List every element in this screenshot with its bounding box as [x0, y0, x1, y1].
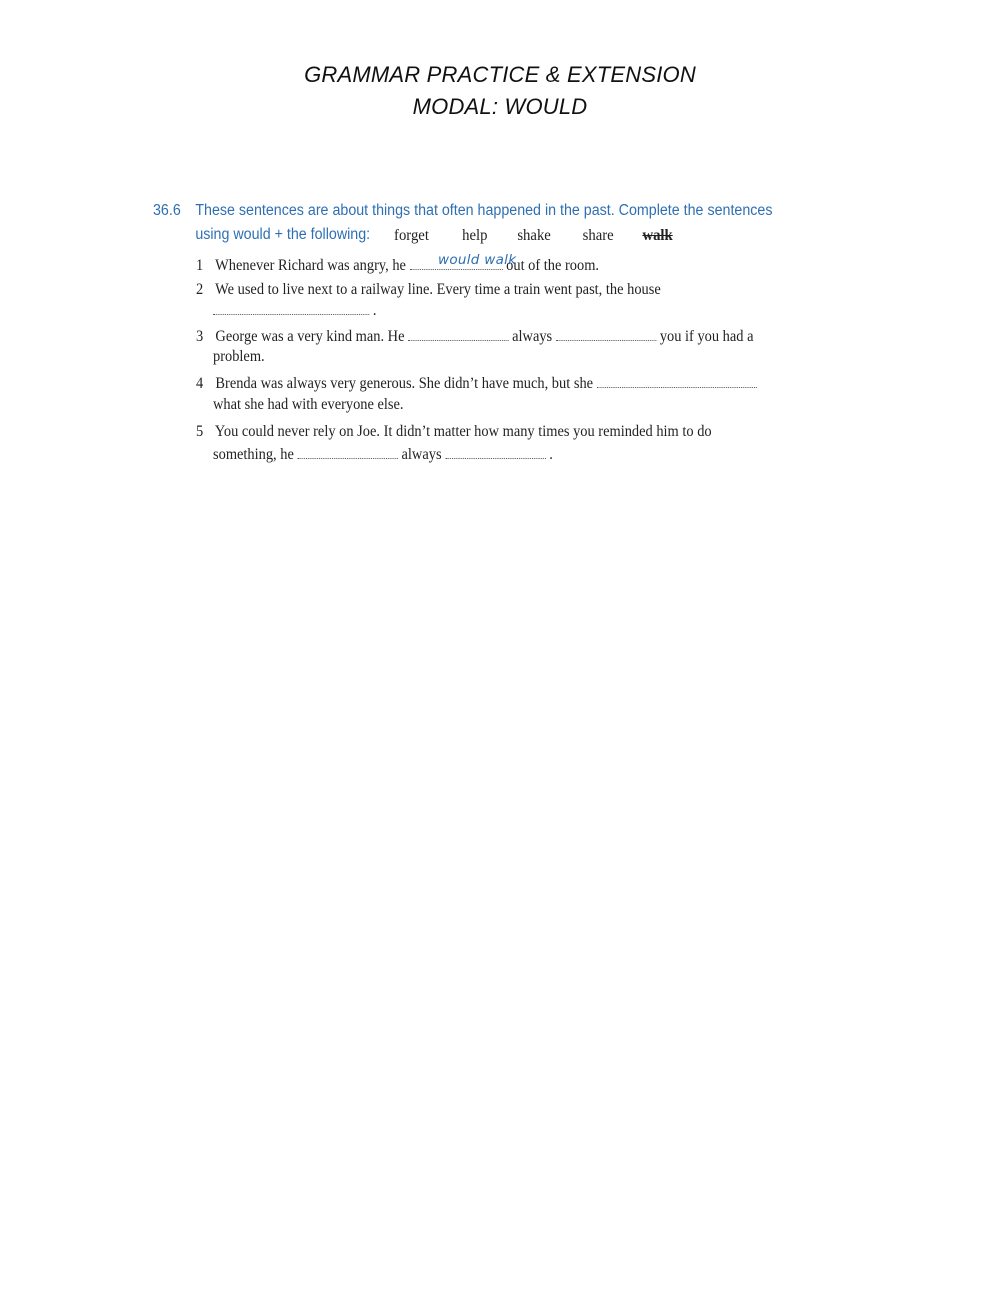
item-number: 1 [196, 257, 204, 274]
item-continuation [213, 444, 553, 464]
item-text: George was a very kind man. He [215, 328, 405, 345]
page-subtitle: MODAL: WOULD [412, 94, 588, 119]
page-title: GRAMMAR PRACTICE & EXTENSION [304, 62, 696, 87]
list-item [196, 254, 599, 277]
item-number: 4 [196, 375, 204, 392]
list-item [196, 325, 754, 348]
item-continuation: what she had with everyone else. [213, 396, 404, 413]
answer-blank[interactable] [297, 444, 397, 459]
list-item [196, 420, 712, 443]
answer-blank[interactable] [408, 326, 508, 341]
answer-blank[interactable] [213, 300, 369, 315]
item-text: always [401, 446, 442, 463]
answer-blank[interactable] [445, 444, 545, 459]
item-text: out of the room. [506, 257, 600, 274]
item-number: 2 [196, 281, 204, 298]
word-bank-shake: shake [517, 227, 551, 244]
list-item [196, 372, 757, 395]
item-number: 3 [196, 328, 204, 345]
word-bank-forget: forget [394, 227, 429, 244]
word-bank-help: help [462, 227, 488, 244]
item-text: you if you had a [659, 328, 754, 345]
item-text: something, he [213, 446, 294, 463]
item-end: . [549, 446, 553, 463]
exercise-number: 36.6 [153, 202, 181, 219]
exercise-instruction-line2: using would + the following: [195, 226, 371, 243]
answer-blank[interactable] [556, 326, 656, 341]
exercise-instruction: These sentences are about things that often happened in the past. Complete the sentences [195, 202, 773, 219]
answer-blank[interactable] [597, 373, 757, 388]
item-number: 5 [196, 423, 204, 440]
item-continuation: problem. [213, 348, 265, 365]
list-item [196, 278, 661, 301]
item-text: You could never rely on Joe. It didn’t matter how many times you reminded him to do [214, 423, 712, 440]
word-bank-share: share [582, 227, 614, 244]
item-text: always [512, 328, 553, 345]
item-end: . [372, 302, 377, 319]
item-text: Brenda was always very generous. She didn’t have much, but she [215, 375, 594, 392]
handwritten-answer: would walk [438, 252, 517, 268]
item-text: We used to live next to a railway line. Every time a train went past, the house [215, 281, 661, 298]
item-text: Whenever Richard was angry, he [215, 257, 406, 274]
word-bank-walk: walk [642, 227, 673, 244]
item-continuation [213, 300, 376, 320]
